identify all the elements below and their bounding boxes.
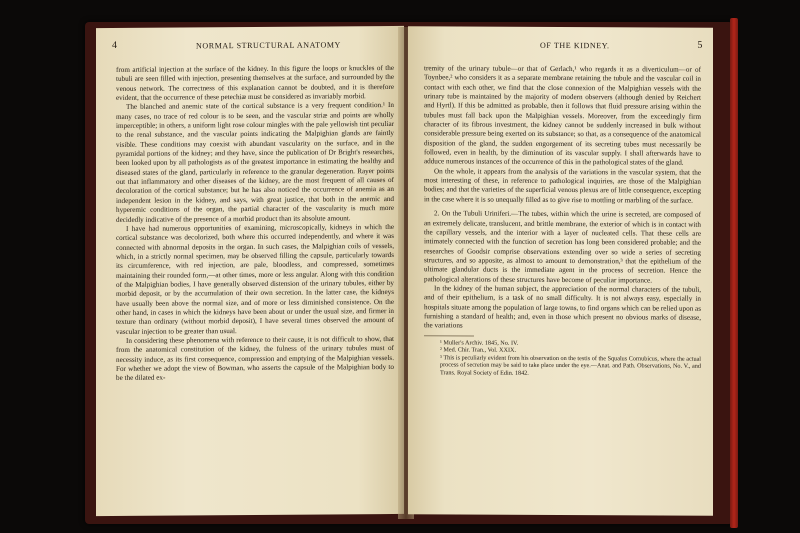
paragraph: I have had numerous opportunities of examining, microscopically, kidneys in which the cortical substance was decolorized, both where this occurred independently, and where it was connected with abnormal deposits in the organ. In such cases, the Malpighian coils of vessels, which, in a strictly normal specimen, may be observed filling the capsule, particularly towards its circumference, with red injection, are pale, bloodless, and compressed, sometimes maintaining their rounded form,—at other times, more or less angular. Along with this condition of the Malpighian bodies, I have generally observed distension of the urinary tubules, either by morbid deposit, or by the accumulation of their own secretion. In the latter case, the kidneys have usually been above the normal size, and of more or less diminished consistence. On the other hand, in cases in which the kidneys have been about or under the usual size, and firmer in texture than ordinary (without morbid deposit), I have several times observed the amount of vascular injection to be greater than usual. <box>116 222 394 336</box>
footnote: ² Med. Chir. Tran., Vol. XXIX. <box>440 346 517 354</box>
paragraph: In considering these phenomena with reference to their cause, it is not difficult to show, that from the anatomical constitution of the kidney, the fulness of the urinary tubules must of necessity induce, as its first consequence, compression and emptying of the Malpighian vessels. For whether we adopt the view of Bowman, who asserts the capsule of the Malpighian body to be the dilated ex- <box>116 334 394 383</box>
left-running-head: NORMAL STRUCTURAL ANATOMY <box>196 40 341 51</box>
paragraph: tremity of the urinary tubule—or that of Gerlach,¹ who regards it as a diverticulum—or of Toynbee,² who considers it as a separate membrane retaining the tubule and the vascular coil in contact with each other, we find that the close connexion of the Malpighian vessels with the urinary tube is maintained by the majority of modern observers (although denied by Reichert and Hyrtl). If this be admitted as probable, then it follows that fluid pressure arising within the tubules must fall back upon the Malpighian vessels. Moreover, from the exceedingly firm character of its fibrous investment, the kidney cannot be suddenly increased in bulk without considerable pressure being exerted on its substance; so that, as a consequence of the anatomical disposition of the gland, the sudden engorgement of its secreting tubes must necessarily be followed, even in health, by the diminution of its vascular supply. I shall afterwards have to adduce numerous instances of the occurrence of this in the pathological states of the gland. <box>424 64 701 168</box>
right-page-number: 5 <box>697 39 703 51</box>
red-page-edge <box>730 18 738 528</box>
right-running-head: OF THE KIDNEY. <box>540 40 610 51</box>
left-page-header <box>96 40 404 54</box>
left-page-number: 4 <box>112 39 118 51</box>
paragraph: The blanched and anemic state of the cortical substance is a very frequent condition.¹ In many cases, no trace of red colour is to be seen, and the vascular striæ and points are wholly imperceptible; in others, a uniform light rose colour mingles with the pale yellowish tint peculiar to the renal substance, and the vascular points indicating the Malpighian glands are faintly visible. These conditions may coexist with abundant vascularity on the surface, and in the pyramidal portions of the kidney; and they have, since the publication of Dr Bright's researches, been looked upon by all pathologists as of the greatest importance in estimating the healthy and diseased states of the gland, particularly in reference to the granular degeneration. Rayer points out that inflammatory and other diseases of the kidney, are the most frequent of all causes of decoloration of the cortical substance; but he has also noticed the occurrence of anemia as an independent lesion in the kidney, and says, with great justice, that both in the anemic and hyperemic conditions of the organ, the partial character of the vascularity is much more decidedly indicative of the presence of a morbid product than its absolute amount. <box>116 101 394 224</box>
footnote: ¹ Muller's Archiv. 1845, No. IV. <box>440 338 519 347</box>
footnotes <box>424 339 701 378</box>
paragraph: In the kidney of the human subject, the appreciation of the normal characters of the tubuli, and of their epithelium, is a task of no small difficulty. It is not always easy, especially in hospitals situate among the population of large towns, to find organs which can be relied upon as furnishing a standard of health; and, even in those which present no obvious marks of disease, the variations <box>424 284 701 330</box>
section-paragraph: 2. On the Tubuli Uriniferi.—The tubes, within which the urine is secreted, are composed of an extremely delicate, translucent, and brittle membrane, the exterior of which is in contact with the capillary vessels, and the interior with a layer of nucleated cells. That these cells are intimately connected with the function of secretion has long been considered probable; and the researches of Goodsir comprise observations extending over so wide a series of secreting structures, and so apposite, as almost to amount to demonstration,³ that the epithelium of the ultimate glandular ducts is the immediate agent in the process of secretion. Hence the pathological alterations of these structures have become of peculiar importance. <box>424 209 701 285</box>
right-page-header <box>408 40 713 54</box>
footnote-rule <box>424 335 474 336</box>
paragraph: On the whole, it appears from the analysis of the variations in the vascular system, that the most interesting of these, in reference to pathological inquiries, are those of the Malpighian bodies; and that the varieties of the superficial venous plexus are of little consequence, excepting in the case where it is so unequally filled as to give rise to mottling or marbling of the surface. <box>424 167 701 205</box>
right-page <box>408 26 713 516</box>
right-page-body <box>424 64 701 378</box>
left-page <box>96 26 404 516</box>
left-page-body <box>116 64 394 384</box>
paragraph: from artificial injection at the surface of the kidney. In this figure the loops or knuckles of the tubuli are seen filled with injection, presenting themselves at the surface, and surrounded by the venous network. The correctness of this explanation cannot be doubted, and it is therefore evident, that the occurrence of these petechiæ must be considered as invariably morbid. <box>116 63 394 102</box>
footnote: ³ This is peculiarly evident from his observation on the testis of the Squalus Cornubicus, where the actual process of secretion may be said to take place under the eye.—Anat. and Path. Observations, No. V., and Trans. Royal Society of Edin. 1842. <box>440 354 701 377</box>
